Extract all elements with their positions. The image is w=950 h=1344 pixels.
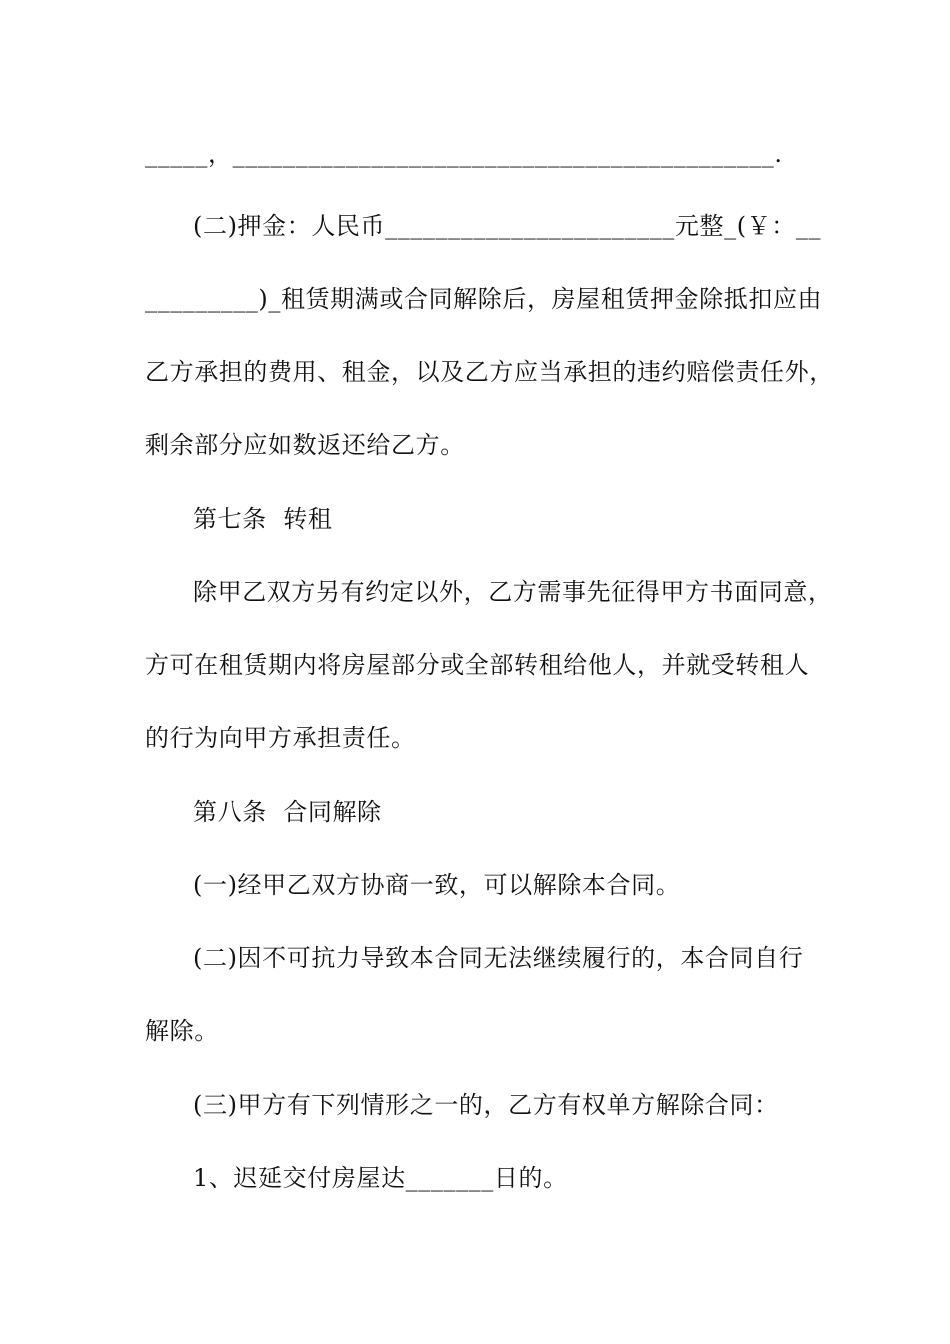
text-line-termination-2-continued: 解除。 <box>145 1017 219 1045</box>
section-heading-article-8: 第八条 合同解除 <box>193 798 382 826</box>
text-line-deposit-continued: _________)_租赁期满或合同解除后，房屋租赁押金除抵扣应由 <box>145 285 823 313</box>
text-line-deposit-deductions: 乙方承担的费用、租金，以及乙方应当承担的违约赔偿责任外， <box>145 358 834 386</box>
text-line-blank-fill: _____，___________________________________________. <box>145 140 783 168</box>
text-line-termination-1: (一)经甲乙双方协商一致，可以解除本合同。 <box>193 871 681 899</box>
text-line-termination-3: (三)甲方有下列情形之一的，乙方有权单方解除合同： <box>193 1091 779 1119</box>
text-line-sublease: 除甲乙双方另有约定以外，乙方需事先征得甲方书面同意， <box>193 578 833 606</box>
text-line-termination-2: (二)因不可抗力导致本合同无法继续履行的，本合同自行 <box>193 944 804 972</box>
text-line-deposit: (二)押金：人民币_______________________元整_(￥：__ <box>193 212 822 240</box>
text-line-sublease-responsibility: 的行为向甲方承担责任。 <box>145 724 416 752</box>
text-line-sublease-continued: 方可在租赁期内将房屋部分或全部转租给他人，并就受转租人 <box>145 651 810 679</box>
text-line-deposit-refund: 剩余部分应如数返还给乙方。 <box>145 431 465 459</box>
section-heading-article-7: 第七条 转租 <box>193 505 333 533</box>
text-line-termination-3-item-1: 1、迟延交付房屋达_______日的。 <box>193 1164 568 1192</box>
